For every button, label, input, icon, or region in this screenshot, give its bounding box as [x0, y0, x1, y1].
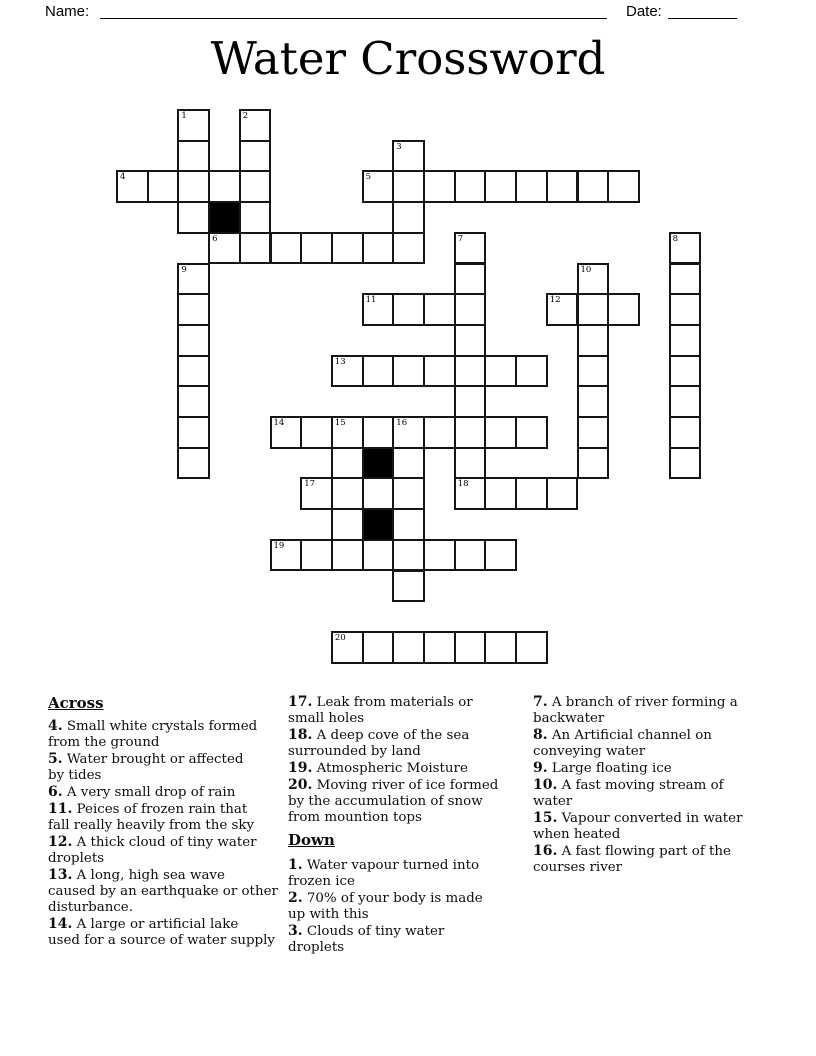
grid-cell[interactable]: [392, 447, 425, 480]
grid-cell[interactable]: [454, 416, 487, 449]
clue-column-2: [288, 694, 530, 956]
clue-20: 20. Moving river of ice formed by the accumulation of snow from mountion tops: [288, 777, 499, 825]
grid-cell-16[interactable]: [392, 416, 425, 449]
page-title: Water Crossword: [210, 32, 606, 85]
grid-cell[interactable]: [392, 631, 425, 664]
grid-cell[interactable]: [177, 293, 210, 326]
cell-number: 18: [457, 479, 469, 490]
grid-cell[interactable]: [515, 355, 548, 388]
grid-cell[interactable]: [392, 293, 425, 326]
grid-cell[interactable]: [577, 447, 610, 480]
grid-cell[interactable]: [515, 416, 548, 449]
cell-number: 6: [212, 233, 218, 244]
grid-cell[interactable]: [484, 416, 517, 449]
cell-number: 3: [396, 141, 402, 152]
grid-cell[interactable]: [577, 416, 610, 449]
grid-cell[interactable]: [392, 539, 425, 572]
cell-number: 11: [365, 295, 377, 306]
grid-cell-14[interactable]: [270, 416, 303, 449]
grid-cell-19[interactable]: [270, 539, 303, 572]
grid-cell[interactable]: [300, 539, 333, 572]
grid-cell-1[interactable]: [177, 109, 210, 142]
grid-cell[interactable]: [423, 416, 456, 449]
cell-number: 16: [396, 418, 408, 428]
grid-cell[interactable]: [607, 293, 640, 326]
grid-cell[interactable]: [454, 324, 487, 357]
clue-number: 7.: [533, 694, 548, 710]
clue-4: 4. Small white crystals formed from the ground: [48, 718, 258, 750]
name-line[interactable]: [100, 3, 607, 19]
grid-cell[interactable]: [423, 539, 456, 572]
grid-cell[interactable]: [607, 170, 640, 203]
grid-cell[interactable]: [484, 355, 517, 388]
grid-cell[interactable]: [362, 539, 395, 572]
grid-black-cell: [362, 508, 395, 541]
grid-cell[interactable]: [177, 447, 210, 480]
grid-cell[interactable]: [423, 170, 456, 203]
grid-cell-17[interactable]: [300, 477, 333, 510]
grid-cell[interactable]: [454, 355, 487, 388]
cell-number: 20: [334, 632, 346, 643]
grid-cell[interactable]: [177, 140, 210, 173]
cell-number: 7: [457, 233, 464, 244]
grid-cell[interactable]: [515, 631, 548, 664]
grid-cell[interactable]: [239, 140, 272, 173]
clue-number: 5.: [48, 751, 63, 767]
grid-cell[interactable]: [454, 293, 487, 326]
grid-cell[interactable]: [300, 232, 333, 265]
grid-cell[interactable]: [577, 355, 610, 388]
clue-18: 18. A deep cove of the sea surrounded by land: [288, 727, 470, 759]
grid-cell[interactable]: [331, 539, 364, 572]
grid-cell[interactable]: [577, 293, 610, 326]
grid-cell[interactable]: [577, 324, 610, 357]
grid-cell-2[interactable]: [239, 109, 272, 142]
grid-cell[interactable]: [331, 508, 364, 541]
cell-number: 4: [120, 172, 126, 183]
clue-19: 19. Atmospheric Moisture: [288, 760, 468, 776]
clue-9: 9. Large floating ice: [533, 760, 672, 776]
cell-number: 10: [580, 264, 592, 275]
grid-cell[interactable]: [546, 477, 579, 510]
clue-7: 7. A branch of river forming a backwater: [533, 694, 738, 726]
grid-cell[interactable]: [454, 385, 487, 418]
clue-2: 2. 70% of your body is made up with this: [288, 890, 483, 922]
grid-cell[interactable]: [392, 508, 425, 541]
clue-number: 6.: [48, 784, 63, 800]
grid-cell[interactable]: [423, 293, 456, 326]
grid-cell[interactable]: [484, 477, 517, 510]
grid-cell[interactable]: [177, 201, 210, 234]
grid-cell[interactable]: [392, 355, 425, 388]
grid-cell[interactable]: [669, 355, 702, 388]
grid-cell[interactable]: [177, 324, 210, 357]
grid-cell-15[interactable]: [331, 416, 364, 449]
clue-number: 14.: [48, 916, 73, 932]
clue-number: 1.: [288, 857, 303, 873]
grid-cell[interactable]: [239, 232, 272, 265]
grid-cell[interactable]: [577, 170, 610, 203]
grid-cell[interactable]: [669, 447, 702, 480]
grid-cell[interactable]: [454, 539, 487, 572]
grid-cell[interactable]: [454, 170, 487, 203]
grid-cell[interactable]: [331, 447, 364, 480]
clues-across-header: Across: [48, 694, 104, 712]
grid-cell[interactable]: [392, 232, 425, 265]
grid-cell[interactable]: [392, 477, 425, 510]
clue-number: 15.: [533, 810, 558, 826]
clue-6: 6. A very small drop of rain: [48, 784, 236, 800]
grid-cell[interactable]: [484, 170, 517, 203]
grid-cell[interactable]: [362, 631, 395, 664]
grid-cell[interactable]: [177, 385, 210, 418]
grid-cell-3[interactable]: [392, 140, 425, 173]
grid-cell[interactable]: [546, 170, 579, 203]
clue-12: 12. A thick cloud of tiny water droplets: [48, 834, 257, 866]
clue-16: 16. A fast flowing part of the courses river: [533, 843, 731, 875]
cell-number: 8: [672, 233, 679, 244]
grid-cell-11[interactable]: [362, 293, 395, 326]
clue-10: 10. A fast moving stream of water: [533, 777, 724, 809]
grid-black-cell: [208, 201, 241, 234]
grid-cell[interactable]: [300, 416, 333, 449]
grid-cell[interactable]: [177, 416, 210, 449]
grid-cell[interactable]: [239, 201, 272, 234]
name-label: Name:: [45, 3, 90, 20]
clue-3: 3. Clouds of tiny water droplets: [288, 923, 445, 955]
clue-number: 13.: [48, 867, 73, 883]
grid-cell[interactable]: [239, 170, 272, 203]
clue-11: 11. Peices of frozen rain that fall really heavily from the sky: [48, 801, 255, 833]
grid-cell[interactable]: [392, 201, 425, 234]
clue-17: 17. Leak from materials or small holes: [288, 694, 473, 726]
clue-number: 3.: [288, 923, 303, 939]
grid-cell-13[interactable]: [331, 355, 364, 388]
clue-number: 4.: [48, 718, 63, 734]
cell-number: 15: [334, 418, 346, 428]
cell-number: 19: [273, 540, 285, 551]
clue-1: 1. Water vapour turned into frozen ice: [288, 857, 480, 889]
cell-number: 2: [242, 111, 249, 121]
grid-cell-7[interactable]: [454, 232, 487, 265]
grid-cell[interactable]: [577, 385, 610, 418]
grid-black-cell: [362, 447, 395, 480]
grid-cell-4[interactable]: [116, 170, 149, 203]
grid-cell[interactable]: [454, 631, 487, 664]
clue-14: 14. A large or artificial lake used for a source of water supply: [48, 916, 275, 948]
grid-cell[interactable]: [362, 477, 395, 510]
grid-cell[interactable]: [515, 477, 548, 510]
clue-number: 12.: [48, 834, 73, 850]
clue-number: 11.: [48, 801, 73, 817]
grid-cell[interactable]: [147, 170, 180, 203]
grid-cell[interactable]: [392, 570, 425, 603]
grid-cell[interactable]: [362, 416, 395, 449]
cell-number: 1: [181, 111, 187, 121]
grid-cell[interactable]: [177, 355, 210, 388]
grid-cell[interactable]: [423, 355, 456, 388]
clue-column-1: [48, 694, 286, 949]
cell-number: 9: [181, 264, 187, 275]
grid-cell-9[interactable]: [177, 263, 210, 296]
grid-cell[interactable]: [177, 170, 210, 203]
grid-cell[interactable]: [362, 355, 395, 388]
clue-number: 16.: [533, 843, 558, 859]
grid-cell[interactable]: [484, 631, 517, 664]
clue-8: 8. An Artificial channel on conveying water: [533, 727, 712, 759]
date-label: Date:: [626, 3, 662, 20]
cell-number: 5: [365, 172, 372, 183]
date-line[interactable]: [668, 3, 737, 19]
grid-cell[interactable]: [331, 232, 364, 265]
grid-cell[interactable]: [669, 293, 702, 326]
grid-cell-6[interactable]: [208, 232, 241, 265]
grid-cell[interactable]: [362, 232, 395, 265]
grid-cell[interactable]: [669, 416, 702, 449]
grid-cell[interactable]: [669, 385, 702, 418]
clue-15: 15. Vapour converted in water when heated: [533, 810, 743, 842]
clue-number: 10.: [533, 777, 558, 793]
grid-cell-20[interactable]: [331, 631, 364, 664]
grid-cell-5[interactable]: [362, 170, 395, 203]
grid-cell-10[interactable]: [577, 263, 610, 296]
clue-number: 18.: [288, 727, 313, 743]
clue-number: 9.: [533, 760, 548, 776]
clue-number: 2.: [288, 890, 303, 906]
clue-5: 5. Water brought or affected by tides: [48, 751, 244, 783]
grid-cell-12[interactable]: [546, 293, 579, 326]
grid-cell[interactable]: [331, 477, 364, 510]
grid-cell[interactable]: [392, 170, 425, 203]
grid-cell-18[interactable]: [454, 477, 487, 510]
clue-number: 20.: [288, 777, 313, 793]
grid-cell[interactable]: [270, 232, 303, 265]
clue-column-3: [533, 694, 785, 876]
grid-cell[interactable]: [454, 263, 487, 296]
clue-number: 17.: [288, 694, 313, 710]
grid-cell[interactable]: [208, 170, 241, 203]
clue-number: 8.: [533, 727, 548, 743]
grid-cell[interactable]: [669, 324, 702, 357]
grid-cell[interactable]: [515, 170, 548, 203]
grid-cell[interactable]: [669, 263, 702, 296]
cell-number: 12: [549, 295, 561, 306]
cell-number: 17: [304, 479, 316, 490]
clue-13: 13. A long, high sea wave caused by an earthquake or other disturbance.: [48, 867, 278, 915]
clues-down-header: Down: [288, 831, 335, 849]
grid-cell-8[interactable]: [669, 232, 702, 265]
grid-cell[interactable]: [454, 447, 487, 480]
grid-cell[interactable]: [484, 539, 517, 572]
cell-number: 13: [334, 356, 346, 367]
clue-number: 19.: [288, 760, 313, 776]
grid-cell[interactable]: [423, 631, 456, 664]
cell-number: 14: [273, 418, 285, 428]
